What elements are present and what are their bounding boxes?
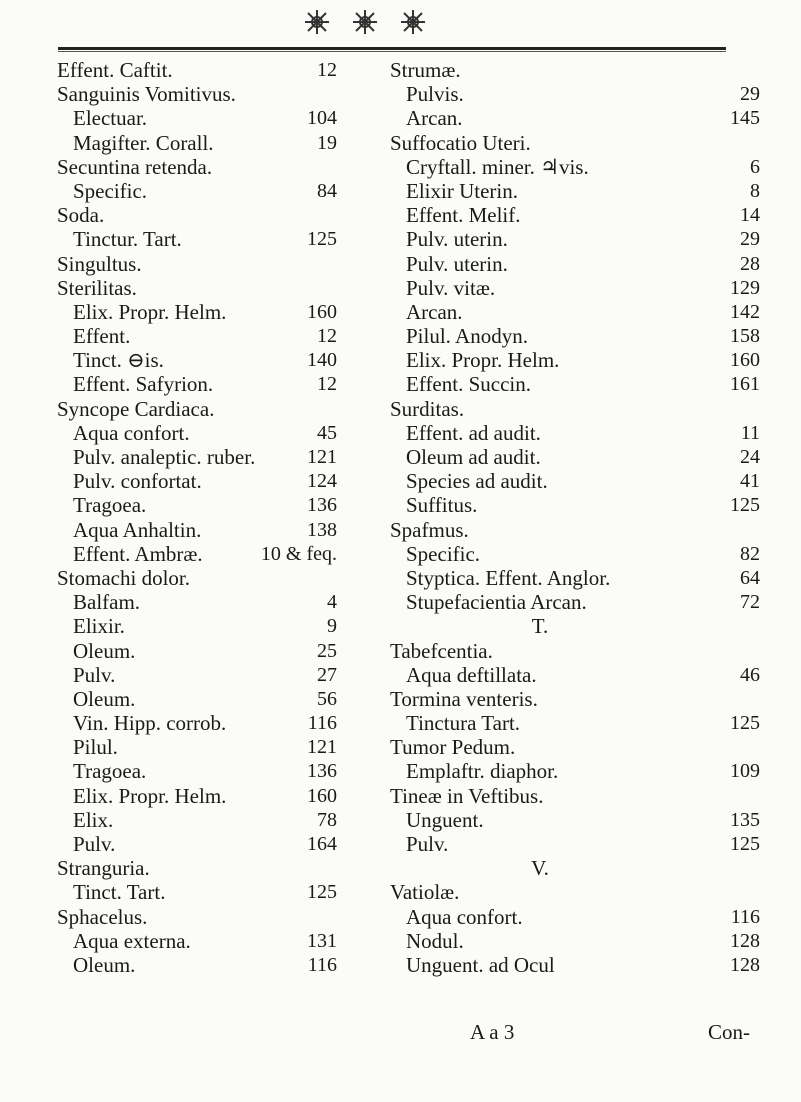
page-reference: 158 [730, 325, 760, 348]
index-entry [390, 904, 760, 929]
index-entry [57, 155, 387, 179]
entry-term: Pulv. [73, 832, 116, 856]
entry-term: Aqua deftillata. [406, 662, 537, 687]
index-entry [57, 929, 387, 953]
index-entry [57, 518, 387, 542]
entry-term: Oleum. [73, 638, 136, 663]
entry-term: Magifter. Corall. [73, 130, 214, 155]
index-entry [390, 952, 760, 977]
index-entry [57, 832, 387, 856]
page-reference: 124 [307, 470, 337, 493]
index-entry [390, 807, 760, 832]
entry-heading: Sanguinis Vomitivus. [57, 82, 236, 107]
entry-term: Oleum. [73, 952, 136, 977]
page-reference: 12 [317, 325, 337, 348]
entry-term: Unguent. ad Ocul [406, 952, 555, 977]
page-reference: 10 & feq. [260, 542, 337, 565]
page-reference: 128 [730, 953, 760, 976]
index-entry [390, 639, 750, 663]
entry-term: Tinctura Tart. [406, 711, 521, 736]
index-entry [57, 469, 387, 493]
entry-heading: Sterilitas. [57, 275, 137, 300]
index-entry [57, 276, 387, 300]
index-entry [57, 663, 387, 687]
page-reference: 46 [740, 663, 760, 686]
entry-heading: Vatiolæ. [390, 880, 460, 905]
page-reference: 121 [307, 446, 337, 468]
page-reference: 29 [740, 228, 760, 251]
index-entry [57, 856, 387, 880]
page-reference: 72 [740, 591, 760, 614]
entry-term: Aqua Anhaltin. [73, 517, 202, 542]
entry-term: Effent. ad audit. [406, 420, 541, 445]
index-entry [57, 131, 387, 155]
header-ornament [300, 4, 520, 40]
index-entry [390, 324, 760, 349]
index-entry [57, 542, 387, 566]
page-reference: 140 [307, 349, 337, 372]
index-entry [390, 178, 760, 203]
entry-term: Elix. [73, 807, 114, 832]
page-reference: 129 [730, 276, 760, 299]
entry-term: Arcan. [406, 106, 463, 131]
page-reference: 160 [307, 300, 337, 323]
page-reference: 84 [317, 179, 337, 202]
index-entry [57, 808, 387, 832]
page-reference: 41 [740, 470, 760, 493]
entry-term: Elixir. [73, 614, 125, 639]
index-entry [390, 493, 760, 518]
index-entry [57, 953, 387, 977]
page-reference: 142 [730, 300, 760, 323]
header-rule [58, 47, 726, 50]
index-entry [390, 687, 750, 711]
entry-heading: Secuntina retenda. [57, 154, 213, 179]
entry-term: Pulv. [406, 832, 449, 856]
index-entry [57, 759, 387, 783]
signature-mark: A a 3 [470, 1020, 515, 1044]
page-reference: 9 [327, 615, 337, 638]
page-reference: 12 [317, 59, 337, 81]
index-entry [390, 251, 760, 276]
index-entry [390, 614, 750, 638]
index-column-right [390, 58, 760, 977]
index-entry [390, 227, 760, 252]
catchword: Con- [708, 1020, 750, 1044]
page-reference: 136 [307, 494, 337, 517]
entry-term: Stupefacientia Arcan. [406, 590, 587, 615]
index-entry [390, 856, 750, 880]
index-entry [390, 372, 760, 397]
entry-heading: Stranguria. [57, 856, 150, 881]
entry-term: Elixir Uterin. [406, 178, 518, 203]
page-reference: 11 [740, 421, 760, 444]
entry-term: Tinct. ⊖is. [73, 348, 164, 373]
entry-term: Tinctur. Tart. [73, 227, 182, 252]
entry-heading: Tumor Pedum. [390, 735, 516, 760]
index-entry [57, 372, 387, 396]
index-entry [390, 590, 760, 615]
page-reference: 116 [307, 953, 337, 976]
page-reference: 64 [740, 566, 760, 589]
entry-term: Tinct. Tart. [73, 880, 166, 905]
entry-term: Pulv. [73, 662, 116, 687]
index-entry [57, 711, 387, 735]
fleuron-icon [396, 7, 430, 37]
page-reference: 161 [730, 373, 760, 396]
index-entry [57, 590, 387, 614]
page-reference: 125 [730, 833, 760, 855]
index-entry [390, 299, 760, 324]
page-reference: 116 [307, 712, 337, 735]
entry-term: Pulv. uterin. [406, 251, 508, 276]
index-entry [390, 82, 760, 107]
index-entry [390, 397, 750, 421]
entry-term: Cryftall. miner. ♃vis. [406, 154, 589, 179]
entry-heading: Soda. [57, 203, 105, 228]
entry-heading: Sphacelus. [57, 904, 148, 929]
page-reference: 12 [317, 373, 337, 396]
entry-term: Pulv. vitæ. [406, 275, 496, 300]
page-reference: 56 [317, 687, 337, 710]
fleuron-icon [348, 7, 382, 37]
entry-term: Emplaftr. diaphor. [406, 759, 559, 784]
entry-term: Suffitus. [406, 493, 478, 518]
index-entry [57, 58, 387, 82]
entry-term: Effent. Ambræ. [73, 541, 203, 566]
index-entry [57, 82, 387, 106]
page-reference: 125 [307, 228, 337, 251]
page-reference: 121 [307, 736, 337, 759]
index-entry [390, 928, 760, 953]
index-entry [390, 565, 760, 590]
page-reference: 125 [730, 712, 760, 735]
entry-term: Species ad audit. [406, 469, 548, 494]
page-reference: 8 [750, 179, 760, 202]
entry-term: Aqua externa. [73, 928, 191, 953]
entry-heading: Tabefcentia. [390, 638, 493, 663]
index-entry [57, 566, 387, 590]
entry-term: Electuar. [73, 106, 148, 131]
index-entry [57, 687, 387, 711]
index-entry [390, 131, 750, 155]
entry-term: Pulv. analeptic. ruber. [73, 445, 256, 469]
entry-heading: Spafmus. [390, 517, 469, 542]
entry-heading: Surditas. [390, 396, 465, 421]
entry-term: Aqua confort. [73, 420, 190, 445]
index-entry [390, 275, 760, 300]
entry-term: Oleum ad audit. [406, 445, 541, 469]
index-entry [57, 179, 387, 203]
entry-term: Tragoea. [73, 759, 147, 784]
page-reference: 164 [307, 833, 337, 855]
index-entry [390, 735, 750, 759]
entry-term: Pulv. uterin. [406, 227, 508, 252]
index-entry [390, 58, 750, 82]
page-reference: 14 [740, 204, 760, 227]
entry-term: Oleum. [73, 686, 136, 711]
index-entry [390, 662, 760, 687]
index-entry [57, 639, 387, 663]
index-entry [57, 397, 387, 421]
page-reference: 104 [307, 107, 337, 130]
page-reference: 4 [327, 591, 337, 614]
index-entry [57, 784, 387, 808]
page-reference: 135 [730, 808, 760, 831]
page-reference: 145 [730, 107, 760, 130]
entry-term: Specific. [406, 541, 481, 566]
entry-term: Effent. Succin. [406, 372, 531, 397]
index-entry [57, 735, 387, 759]
entry-term: Balfam. [73, 590, 141, 615]
entry-term: Specific. [73, 178, 148, 203]
index-entry [390, 759, 760, 784]
page-reference: 19 [317, 131, 337, 154]
entry-term: Effent. Melif. [406, 203, 521, 228]
entry-term: Vin. Hipp. corrob. [73, 711, 227, 736]
page-reference: 29 [740, 83, 760, 106]
entry-term: Aqua confort. [406, 904, 523, 929]
entry-term: Unguent. [406, 807, 484, 832]
index-entry [57, 880, 387, 904]
entry-term: Nodul. [406, 928, 464, 953]
index-entry [57, 324, 387, 348]
page-reference: 125 [307, 881, 337, 904]
page-reference: 6 [750, 155, 760, 178]
index-entry [390, 154, 760, 179]
entry-term: Pilul. [73, 735, 118, 760]
header-rule-thin [58, 51, 726, 52]
index-entry [57, 421, 387, 445]
index-entry [57, 106, 387, 130]
entry-term: Styptica. Effent. Anglor. [406, 565, 611, 590]
index-entry [57, 445, 387, 469]
index-entry [57, 300, 387, 324]
index-entry [390, 203, 760, 228]
index-entry [390, 880, 750, 904]
entry-term: Pulvis. [406, 82, 464, 107]
entry-heading: Syncope Cardiaca. [57, 396, 215, 421]
entry-term: Effent. [73, 324, 131, 349]
page-reference: 131 [307, 929, 337, 952]
index-entry [390, 469, 760, 494]
entry-term: Elix. Propr. Helm. [406, 348, 560, 373]
index-entry [57, 614, 387, 638]
index-entry [390, 445, 760, 469]
entry-term: Elix. Propr. Helm. [73, 783, 227, 808]
entry-heading: Tormina venteris. [390, 686, 538, 711]
entry-heading: Singultus. [57, 251, 142, 276]
page-reference: 138 [307, 518, 337, 541]
index-entry [57, 252, 387, 276]
page-reference: 28 [740, 252, 760, 275]
entry-term: Arcan. [406, 299, 463, 324]
page-reference: 116 [730, 905, 760, 928]
entry-heading: Stomachi dolor. [57, 565, 190, 590]
index-entry [390, 541, 760, 566]
page-reference: 125 [730, 494, 760, 517]
index-entry [57, 905, 387, 929]
entry-heading: Tineæ in Veftibus. [390, 783, 544, 808]
index-entry [390, 348, 760, 373]
page-reference: 160 [307, 784, 337, 807]
index-entry [57, 348, 387, 372]
index-entry [390, 784, 750, 808]
fleuron-icon [300, 7, 334, 37]
index-column-left [57, 58, 387, 977]
entry-term: Pilul. Anodyn. [406, 324, 528, 349]
letter-heading: T. [531, 614, 549, 639]
page-reference: 24 [740, 446, 760, 468]
entry-term: Elix. Propr. Helm. [73, 299, 227, 324]
entry-heading: Strumæ. [390, 58, 461, 82]
page-reference: 27 [317, 663, 337, 686]
entry-heading: Suffocatio Uteri. [390, 130, 531, 155]
page-reference: 136 [307, 760, 337, 783]
page-reference: 78 [317, 808, 337, 831]
index-entry [57, 203, 387, 227]
entry-term: Pulv. confortat. [73, 469, 202, 494]
index-entry [390, 711, 760, 736]
page-reference: 25 [317, 639, 337, 662]
entry-term: Tragoea. [73, 493, 147, 518]
entry-term: Effent. Safyrion. [73, 372, 214, 397]
page-reference: 82 [740, 542, 760, 565]
entry-heading: Effent. Caftit. [57, 58, 173, 82]
index-entry [390, 832, 760, 856]
index-entry [390, 106, 760, 131]
letter-heading: V. [531, 856, 549, 881]
page-reference: 109 [730, 760, 760, 783]
index-entry [390, 518, 750, 542]
index-entry [57, 493, 387, 517]
page-reference: 45 [317, 421, 337, 444]
page-reference: 128 [730, 929, 760, 952]
page-reference: 160 [730, 349, 760, 372]
index-entry [57, 227, 387, 251]
index-entry [390, 420, 760, 445]
